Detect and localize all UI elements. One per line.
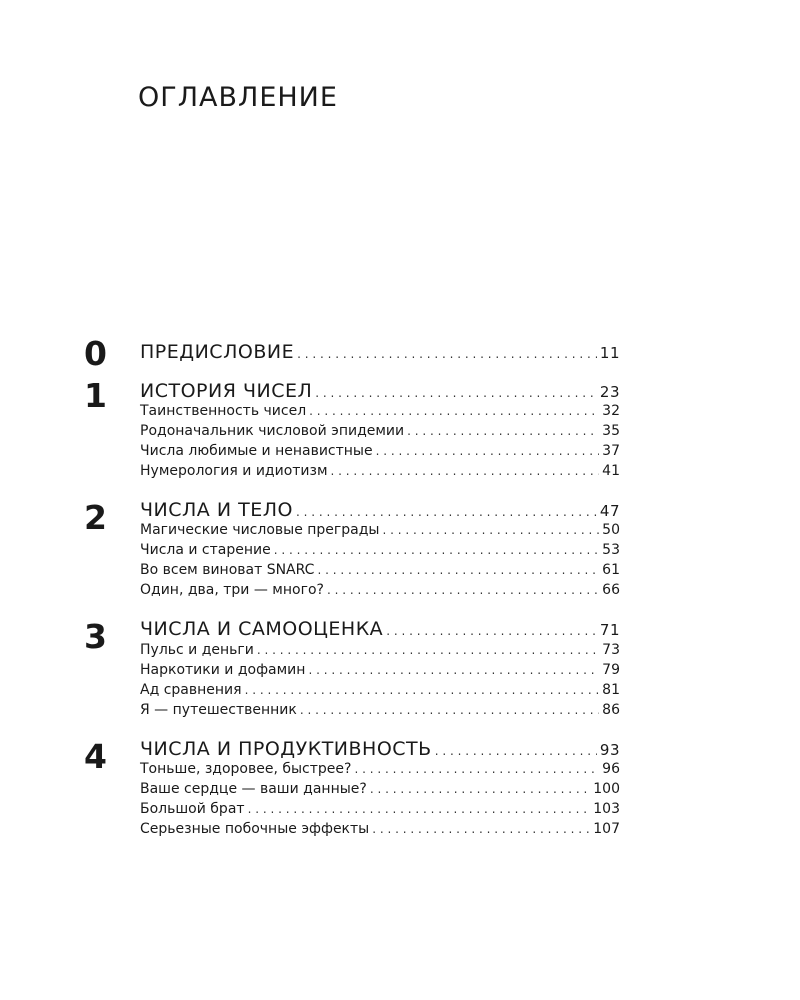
chapter-title: ПРЕДИСЛОВИЕ [140, 341, 295, 363]
toc-entry-chapter[interactable] [140, 380, 620, 404]
page-number: 11 [599, 344, 620, 362]
page-number: 41 [602, 463, 620, 479]
toc-entry-section[interactable] [140, 542, 620, 562]
section-title: Числа и старение [140, 542, 271, 558]
dot-leader [274, 543, 599, 557]
page-number: 73 [602, 642, 620, 658]
toc-entry-section[interactable] [140, 662, 620, 682]
toc-entry-section[interactable] [140, 801, 620, 821]
toc-entry-section[interactable] [140, 403, 620, 423]
toc-entry-section[interactable] [140, 702, 620, 722]
dot-leader [370, 782, 590, 796]
page-number: 61 [602, 562, 620, 578]
page-number: 100 [593, 781, 620, 797]
dot-leader [300, 703, 599, 717]
dot-leader [386, 624, 597, 638]
chapter-number: 3 [84, 617, 107, 656]
page-number: 93 [599, 741, 620, 759]
page-number: 66 [602, 582, 620, 598]
page-number: 23 [599, 383, 620, 401]
dot-leader [296, 505, 597, 519]
toc-entry-section[interactable] [140, 443, 620, 463]
toc-entry-section[interactable] [140, 582, 620, 602]
page-number: 50 [602, 522, 620, 538]
page-number: 71 [599, 621, 620, 639]
section-title: Я — путешественник [140, 702, 297, 718]
section-title: Один, два, три — много? [140, 582, 324, 598]
dot-leader [245, 683, 600, 697]
page-number: 35 [602, 423, 620, 439]
toc-entry-section[interactable] [140, 682, 620, 702]
page-number: 103 [593, 801, 620, 817]
toc-entry-chapter[interactable] [140, 738, 620, 762]
section-title: Пульс и деньги [140, 642, 254, 658]
section-title: Большой брат [140, 801, 245, 817]
dot-leader [435, 744, 597, 758]
dot-leader [308, 663, 599, 677]
chapter-number: 2 [84, 498, 107, 537]
page-number: 37 [602, 443, 620, 459]
dot-leader [331, 464, 600, 478]
chapter-number: 4 [84, 737, 107, 776]
section-title: Нумерология и идиотизм [140, 463, 328, 479]
chapter-number: 0 [84, 334, 107, 373]
dot-leader [376, 444, 600, 458]
chapter-title: ИСТОРИЯ ЧИСЕЛ [140, 380, 313, 402]
page-number: 96 [602, 761, 620, 777]
section-title: Наркотики и дофамин [140, 662, 306, 678]
section-title: Серьезные побочные эффекты [140, 821, 370, 837]
section-title: Тоньше, здоровее, быстрее? [140, 761, 352, 777]
page-number: 86 [602, 702, 620, 718]
toc-entry-section[interactable] [140, 562, 620, 582]
dot-leader [327, 583, 599, 597]
chapter-title: ЧИСЛА И ТЕЛО [140, 499, 293, 521]
chapter-title: ЧИСЛА И САМООЦЕНКА [140, 618, 384, 640]
page-number: 53 [602, 542, 620, 558]
toc-entry-section[interactable] [140, 642, 620, 662]
section-title: Числа любимые и ненавистные [140, 443, 373, 459]
dot-leader [257, 643, 599, 657]
dot-leader [297, 347, 597, 361]
section-title: Во всем виноват SNARC [140, 562, 315, 578]
page-number: 47 [599, 502, 620, 520]
chapter-number: 1 [84, 376, 107, 415]
page-number: 32 [602, 403, 620, 419]
dot-leader [317, 563, 599, 577]
toc-entry-section[interactable] [140, 522, 620, 542]
dot-leader [407, 424, 599, 438]
toc-entry-section[interactable] [140, 463, 620, 483]
section-title: Родоначальник числовой эпидемии [140, 423, 405, 439]
section-title: Ваше сердце — ваши данные? [140, 781, 367, 797]
section-title: Ад сравнения [140, 682, 242, 698]
dot-leader [315, 386, 597, 400]
toc-entry-section[interactable] [140, 423, 620, 443]
chapter-title: ЧИСЛА И ПРОДУКТИВНОСТЬ [140, 738, 432, 760]
dot-leader [382, 523, 599, 537]
toc-entry-section[interactable] [140, 761, 620, 781]
dot-leader [309, 404, 599, 418]
page-number: 79 [602, 662, 620, 678]
section-title: Таинственность чисел [140, 403, 307, 419]
page-title: ОГЛАВЛЕНИЕ [138, 82, 338, 113]
dot-leader [248, 802, 591, 816]
section-title: Магические числовые преграды [140, 522, 380, 538]
dot-leader [354, 762, 599, 776]
page-number: 81 [602, 682, 620, 698]
dot-leader [372, 822, 590, 836]
toc-entry-section[interactable] [140, 821, 620, 841]
toc-entry-section[interactable] [140, 781, 620, 801]
page-number: 107 [593, 821, 620, 837]
toc-entry-chapter[interactable] [140, 499, 620, 523]
toc-entry-chapter[interactable] [140, 618, 620, 642]
toc-entry-chapter[interactable] [140, 341, 620, 365]
